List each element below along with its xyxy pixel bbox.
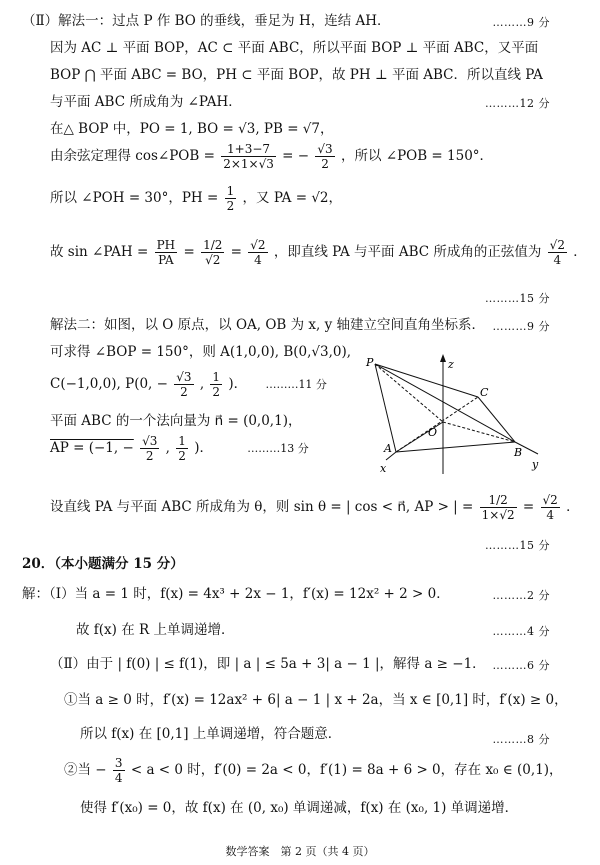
fraction: $\frac{PH}{PA}$ [156,238,176,267]
fraction: $\frac{3}{4}$ [114,756,123,785]
fraction: $\frac{1+3-7}{2\times 1\times√3}$ [223,142,274,171]
q20-line6: ②当 − $\frac{3}{4}$ < a < 0 时，f′(0) = 2a < 0，f′(1) = 8a + 6 > 0，存在 x₀ ∈ (0,1)， [64,756,563,785]
score-9-b: ………9 分 [492,320,550,333]
method1-line5: 在△ BOP 中，PO = 1, BO = √3, PB = √7， [50,121,334,137]
q20-line4: ①当 a ≥ 0 时，f′(x) = 12ax² + 6| a − 1 | x + 2a，当 x ∈ [0,1] 时，f′(x) ≥ 0， [64,692,568,708]
score-2: ………2 分 [492,589,550,602]
label-z: z [448,358,454,371]
fraction: $\frac{√2}{4}$ [549,238,565,267]
score-6: ………6 分 [492,659,550,672]
edge-PC [375,364,478,397]
edge-CB [478,397,515,442]
label-C: C [480,386,489,399]
score-12: ………12 分 [485,97,550,110]
fraction: $\frac{√3}{2}$ [142,434,158,463]
edge-OB [443,422,515,442]
method1-line8: 故 sin ∠PAH = $\frac{PH}{PA}$ = $\frac{1/2}{√2}$ = $\frac{√2}{4}$ ，即直线 PA 与平面 ABC 所成角的正弦值为 $\frac{√2}{4}$ ． [50,238,587,267]
fraction: $\frac{1}{2}$ [178,434,186,463]
method1-line3: BOP ⋂ 平面 ABC = BO，PH ⊂ 平面 BOP，故 PH ⊥ 平面 ABC．所以直线 PA [50,67,543,83]
q20-line3: （Ⅱ）由于 | f(0) | ≤ f(1)，即 | a | ≤ 5a + 3| a − 1 |，解得 a ≥ −1． [50,656,486,672]
fraction: $\frac{√3}{2}$ [176,370,192,399]
label-B: B [514,446,523,459]
fraction: $\frac{1}{2}$ [226,184,235,213]
q20-heading: 20．（本小题满分 15 分） [22,556,184,572]
method1-line2: 因为 AC ⊥ 平面 BOP，AC ⊂ 平面 ABC，所以平面 BOP ⊥ 平面 ABC，又平面 [50,40,539,56]
method1-line4: 与平面 ABC 所成角为 ∠PAH． [50,94,242,110]
z-axis-arrow [440,354,446,362]
method2-line6: 设直线 PA 与平面 ABC 所成角为 θ，则 sin θ = | cos < n⃗, AP > | = $\frac{1/2}{1\times√2}$ = $\frac{√2}{4}$ ． [50,493,580,522]
label-A: A [384,442,392,455]
score-15-a: ………15 分 [485,292,550,305]
method2-line4: 平面 ABC 的一个法向量为 n⃗ = (0,0,1)， [50,413,302,429]
q20-line2: 故 f(x) 在 R 上单调递增． [76,622,235,638]
edge-PB [375,364,515,442]
fraction: $\frac{√3}{2}$ [317,142,333,171]
method2-line5: AP = (−1, − $\frac{√3}{2}$ , $\frac{1}{2}$ )． ………13 分 [50,434,309,463]
score-15-b: ………15 分 [485,539,550,552]
edge-PO [375,364,443,422]
method2-line3: C(−1,0,0), P(0, − $\frac{√3}{2}$ , $\frac{1}{2}$ )． ………11 分 [50,370,327,399]
fraction: $\frac{1}{2}$ [212,370,221,399]
q20-line5: 所以 f(x) 在 [0,1] 上单调递增，符合题意． [80,726,342,742]
fraction: $\frac{1/2}{1\times√2}$ [481,493,515,522]
fraction: $\frac{1/2}{√2}$ [203,238,223,267]
fraction: $\frac{√2}{4}$ [542,493,558,522]
label-O: O [428,426,438,439]
edge-AB [396,442,515,452]
edge-PA [375,364,396,452]
score-9-a: ………9 分 [492,16,550,29]
q20-line1: 解：（Ⅰ）当 a = 1 时，f(x) = 4x³ + 2x − 1，f′(x) = 12x² + 2 > 0． [22,586,450,602]
method1-line1: （Ⅱ）解法一：过点 P 作 BO 的垂线，垂足为 H，连结 AH． [22,13,391,29]
method2-line1: 解法二：如图，以 O 原点，以 OA, OB 为 x, y 轴建立空间直角坐标系． [50,317,486,333]
score-4: ………4 分 [492,625,550,638]
method2-line2: 可求得 ∠BOP = 150°，则 A(1,0,0), B(0,√3,0), [50,344,352,360]
label-y: y [532,458,539,471]
q20-line7: 使得 f′(x₀) = 0，故 f(x) 在 (0, x₀) 单调递减，f(x) 在 (x₀, 1) 单调递增． [80,800,519,816]
label-x: x [380,462,387,475]
geometry-figure [360,352,550,476]
method1-line6: 由余弦定理得 cos∠POB = $\frac{1+3-7}{2\times 1\times√3}$ = − $\frac{√3}{2}$ ，所以 ∠POB = 150°． [50,142,494,171]
fraction: $\frac{√2}{4}$ [250,238,266,267]
method1-line7: 所以 ∠POH = 30°，PH = $\frac{1}{2}$ ，又 PA = √2， [50,184,343,213]
score-8: ………8 分 [492,733,550,746]
label-P: P [366,356,374,369]
page-footer: 数学答案 第 2 页（共 4 页） [225,845,375,858]
